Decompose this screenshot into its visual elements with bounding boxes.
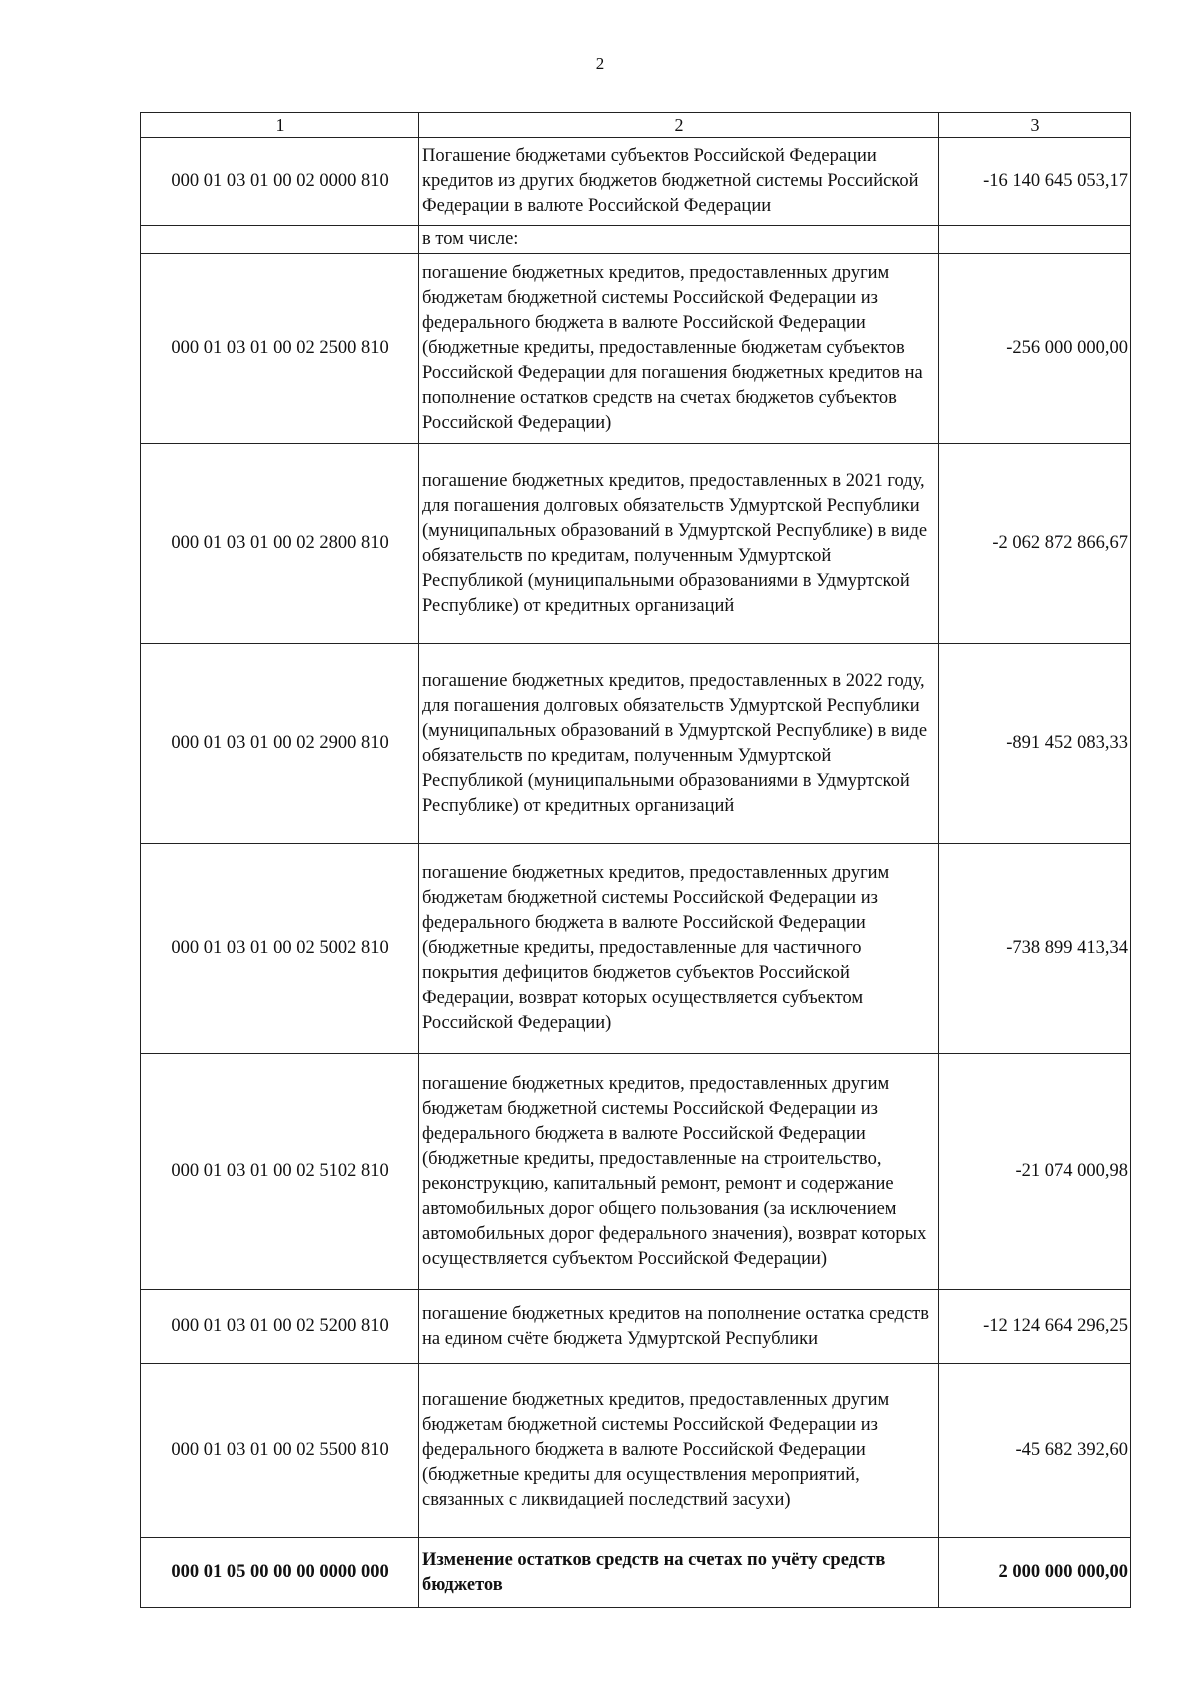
table-row bbox=[141, 644, 1131, 844]
row-description: погашение бюджетных кредитов, предоставленных в 2021 году, для погашения долговых обязательств Удмуртской Республики (муниципальных образований в Удмуртской Республике) в виде обязательств по кредитам, полученным Удмуртской Республикой (муниципальными образованиями в Удмуртской Республике) от кредитных организаций bbox=[419, 444, 939, 644]
table-row bbox=[141, 1054, 1131, 1290]
row-code: 000 01 03 01 00 02 5200 810 bbox=[141, 1290, 419, 1364]
row-amount: -256 000 000,00 bbox=[939, 254, 1131, 444]
table-row bbox=[141, 226, 1131, 254]
row-description: погашение бюджетных кредитов, предоставленных другим бюджетам бюджетной системы Российской Федерации из федерального бюджета в валюте Российской Федерации (бюджетные кредиты, предоставленные для частичного покрытия дефицитов бюджетов субъектов Российской Федерации, возврат которых осуществляется субъектом Российской Федерации) bbox=[419, 844, 939, 1054]
row-description: погашение бюджетных кредитов, предоставленных в 2022 году, для погашения долговых обязательств Удмуртской Республики (муниципальных образований в Удмуртской Республике) в виде обязательств по кредитам, полученным Удмуртской Республикой (муниципальными образованиями в Удмуртской Республике) от кредитных организаций bbox=[419, 644, 939, 844]
table-row bbox=[141, 138, 1131, 226]
row-description: в том числе: bbox=[419, 226, 939, 254]
row-amount: -2 062 872 866,67 bbox=[939, 444, 1131, 644]
row-description: Изменение остатков средств на счетах по учёту средств бюджетов bbox=[419, 1538, 939, 1608]
table-header-row bbox=[141, 113, 1131, 138]
row-amount: 2 000 000 000,00 bbox=[939, 1538, 1131, 1608]
row-code: 000 01 03 01 00 02 2900 810 bbox=[141, 644, 419, 844]
row-code: 000 01 03 01 00 02 2800 810 bbox=[141, 444, 419, 644]
row-amount: -21 074 000,98 bbox=[939, 1054, 1131, 1290]
row-description: погашение бюджетных кредитов, предоставленных другим бюджетам бюджетной системы Российской Федерации из федерального бюджета в валюте Российской Федерации (бюджетные кредиты, предоставленные на строительство, реконструкцию, капитальный ремонт, ремонт и содержание автомобильных дорог общего пользования (за исключением автомобильных дорог федерального значения), возврат которых осуществляется субъектом Российской Федерации) bbox=[419, 1054, 939, 1290]
row-amount bbox=[939, 226, 1131, 254]
row-description: погашение бюджетных кредитов, предоставленных другим бюджетам бюджетной системы Российской Федерации из федерального бюджета в валюте Российской Федерации (бюджетные кредиты, предоставленные бюджетам субъектов Российской Федерации для погашения бюджетных кредитов на пополнение остатков средств на счетах бюджетов субъектов Российской Федерации) bbox=[419, 254, 939, 444]
row-code: 000 01 05 00 00 00 0000 000 bbox=[141, 1538, 419, 1608]
table-row bbox=[141, 254, 1131, 444]
row-code bbox=[141, 226, 419, 254]
row-amount: -45 682 392,60 bbox=[939, 1364, 1131, 1538]
page-number: 2 bbox=[595, 54, 605, 73]
row-description: Погашение бюджетами субъектов Российской Федерации кредитов из других бюджетов бюджетной системы Российской Федерации в валюте Российской Федерации bbox=[419, 138, 939, 226]
row-amount: -12 124 664 296,25 bbox=[939, 1290, 1131, 1364]
row-code: 000 01 03 01 00 02 5102 810 bbox=[141, 1054, 419, 1290]
row-code: 000 01 03 01 00 02 0000 810 bbox=[141, 138, 419, 226]
column-header-code: 1 bbox=[141, 113, 419, 138]
row-description: погашение бюджетных кредитов, предоставленных другим бюджетам бюджетной системы Российской Федерации из федерального бюджета в валюте Российской Федерации (бюджетные кредиты для осуществления мероприятий, связанных с ликвидацией последствий засухи) bbox=[419, 1364, 939, 1538]
row-amount: -891 452 083,33 bbox=[939, 644, 1131, 844]
row-amount: -738 899 413,34 bbox=[939, 844, 1131, 1054]
row-code: 000 01 03 01 00 02 5500 810 bbox=[141, 1364, 419, 1538]
budget-sources-table bbox=[140, 112, 1131, 1608]
row-description: погашение бюджетных кредитов на пополнение остатка средств на едином счёте бюджета Удмуртской Республики bbox=[419, 1290, 939, 1364]
column-header-amount: 3 bbox=[939, 113, 1131, 138]
column-header-description: 2 bbox=[419, 113, 939, 138]
table-row-total bbox=[141, 1538, 1131, 1608]
table-row bbox=[141, 1290, 1131, 1364]
table-row bbox=[141, 1364, 1131, 1538]
table-row bbox=[141, 844, 1131, 1054]
row-amount: -16 140 645 053,17 bbox=[939, 138, 1131, 226]
row-code: 000 01 03 01 00 02 5002 810 bbox=[141, 844, 419, 1054]
row-code: 000 01 03 01 00 02 2500 810 bbox=[141, 254, 419, 444]
table-row bbox=[141, 444, 1131, 644]
